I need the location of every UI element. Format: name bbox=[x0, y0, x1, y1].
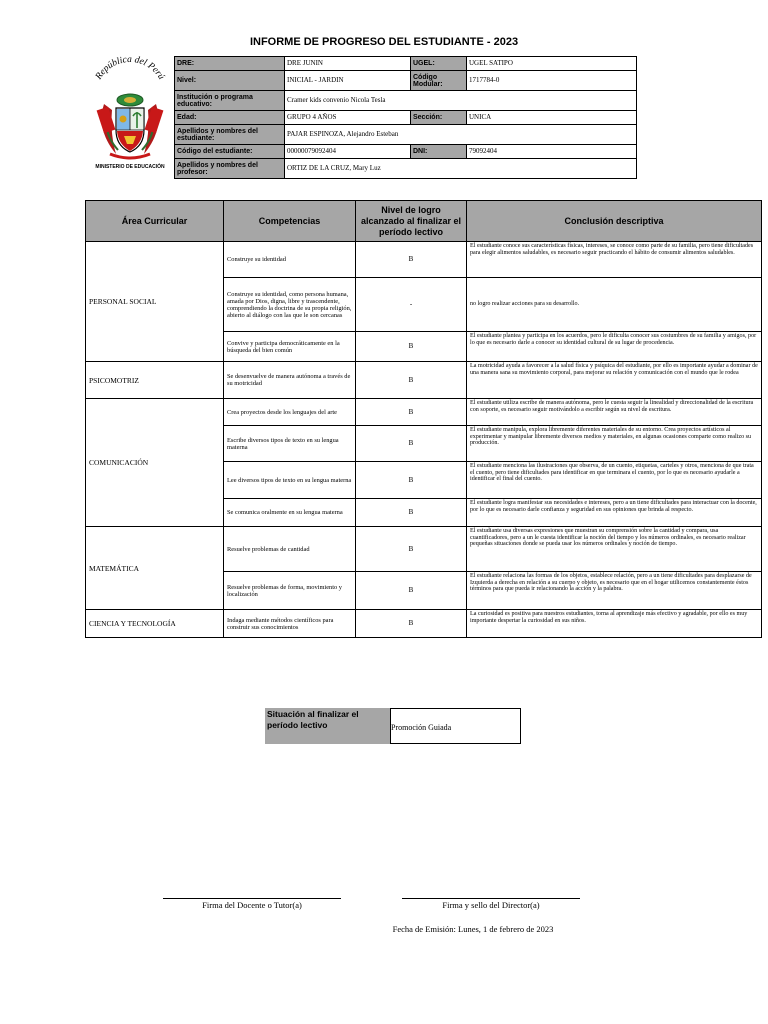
header-area: Área Curricular bbox=[86, 201, 224, 242]
competencia: Resuelve problemas de cantidad bbox=[224, 527, 356, 572]
table-row bbox=[86, 362, 762, 399]
situation-value: Promoción Guiada bbox=[390, 708, 521, 744]
codigo-modular-label: Código Modular: bbox=[411, 71, 467, 91]
edad-label: Edad: bbox=[175, 111, 285, 125]
grades-table bbox=[85, 200, 762, 638]
competencia: Construye su identidad, como persona humana, amada por Dios, digna, libre y trascendente, comprendiendo la doctrina de su propia religión, abierto al diálogo con las que le son cercanas bbox=[224, 278, 356, 332]
conclusion: no logro realizar acciones para su desarrollo. bbox=[467, 278, 762, 332]
teacher-signature-label: Firma del Docente o Tutor(a) bbox=[202, 900, 302, 910]
ministry-label: MINISTERIO DE EDUCACIÓN bbox=[95, 164, 165, 170]
conclusion: La motricidad ayuda a favorecer a la salud física y psíquica del estudiante, por ello es importante ayudar a dominar de una manera sana su movimiento corporal, para mejorar su relación y comunicación con el mundo que le rodea bbox=[467, 362, 762, 399]
competencia: Crea proyectos desde los lenguajes del arte bbox=[224, 399, 356, 426]
estudiante-value: PAJAR ESPINOZA, Alejandro Esteban bbox=[285, 125, 637, 145]
nivel-logro: B bbox=[356, 527, 467, 572]
conclusion: El estudiante menciona las ilustraciones que observa, de un cuento, etiquetas, carteles y otros, menciona de que trata el cuento, pero tiene dificultades para identificar en que terminara el cuento, por lo que es necesario ayudarle a identificar el final del cuento. bbox=[467, 462, 762, 499]
teacher-signature-line bbox=[163, 898, 341, 899]
nivel-value: INICIAL - JARDIN bbox=[285, 71, 411, 91]
institucion-label: Institución o programa educativo: bbox=[175, 91, 285, 111]
area-ciencia-tecnologia: CIENCIA Y TECNOLOGÍA bbox=[86, 610, 224, 638]
area-comunicacion: COMUNICACIÓN bbox=[86, 399, 224, 527]
conclusion: El estudiante conoce sus características físicas, intereses, se conoce como parte de su familia, pero tiene dificultades para elegir alimentos saludables, es necesario seguir practicando el hábito de consumir alimentos saludables. bbox=[467, 242, 762, 278]
conclusion: El estudiante logra manifestar sus necesidades e intereses, pero a un tiene dificultades para interactuar con la docente, por lo que es necesario darle confianza y seguridad en sus opiniones que brinda al respecto. bbox=[467, 499, 762, 527]
peru-seal-logo bbox=[86, 50, 174, 172]
nivel-logro: B bbox=[356, 610, 467, 638]
table-row bbox=[86, 399, 762, 426]
area-matematica: MATEMÁTICA bbox=[86, 527, 224, 610]
nivel-logro: B bbox=[356, 426, 467, 462]
table-row bbox=[86, 610, 762, 638]
competencia: Escribe diversos tipos de texto en su lengua materna bbox=[224, 426, 356, 462]
nivel-label: Nivel: bbox=[175, 71, 285, 91]
dre-value: DRE JUNIN bbox=[285, 57, 411, 71]
nivel-logro: B bbox=[356, 242, 467, 278]
ugel-value: UGEL SATIPO bbox=[467, 57, 637, 71]
codigo-estudiante-value: 00000079092404 bbox=[285, 145, 411, 159]
svg-text:República del Perú bbox=[93, 55, 166, 82]
profesor-value: ORTIZ DE LA CRUZ, Mary Luz bbox=[285, 159, 637, 179]
conclusion: El estudiante utiliza escribe de manera autónoma, pero le cuesta seguir la linealidad y direccionalidad de la escritura con soporte, es necesario seguir motivándolo a escribir según su nivel de escritura. bbox=[467, 399, 762, 426]
conclusion: El estudiante plantea y participa en los acuerdos, pero le dificulta conocer sus costumbres de su familia y amigos, por lo que es necesario darle a conocer su identidad cultural de su lugar de procedencia. bbox=[467, 332, 762, 362]
profesor-label: Apellidos y nombres del profesor: bbox=[175, 159, 285, 179]
competencia: Se desenvuelve de manera autónoma a través de su motricidad bbox=[224, 362, 356, 399]
table-row bbox=[86, 527, 762, 572]
director-signature-label: Firma y sello del Director(a) bbox=[442, 900, 540, 910]
dni-label: DNI: bbox=[411, 145, 467, 159]
edad-value: GRUPO 4 AÑOS bbox=[285, 111, 411, 125]
situation-label: Situación al finalizar el período lectivo bbox=[265, 708, 390, 744]
seal-arc-text: República del Perú bbox=[94, 54, 167, 82]
competencia: Se comunica oralmente en su lengua materna bbox=[224, 499, 356, 527]
report-title: INFORME DE PROGRESO DEL ESTUDIANTE - 2023 bbox=[249, 36, 519, 48]
competencia: Construye su identidad bbox=[224, 242, 356, 278]
nivel-logro: B bbox=[356, 572, 467, 610]
header-conclusion: Conclusión descriptiva bbox=[467, 201, 762, 242]
competencia: Lee diversos tipos de texto en su lengua materna bbox=[224, 462, 356, 499]
competencia: Indaga mediante métodos científicos para construir sus conocimientos bbox=[224, 610, 356, 638]
institucion-value: Cramer kids convenio Nicola Tesla bbox=[285, 91, 637, 111]
nivel-logro: B bbox=[356, 499, 467, 527]
director-signature-line bbox=[402, 898, 580, 899]
conclusion: El estudiante usa diversas expresiones que muestran su comprensión sobre la cantidad y compara, usa cuantificadores, pero a un le cuesta identificar la noción del tiempo y los números ordinales, es necesario realizar pequeñas situaciones donde se pueda usar los números ordinales y noción de tiempo. bbox=[467, 527, 762, 572]
conclusion: El estudiante relaciona las formas de los objetos, establece relación, pero a un tiene dificultades para desplazarse de Izquierda a derecha en relación a su cuerpo y objeto, es necesario que en el hogar utilicemos constantemente éstos términos para que pueda ir relacionando la acción y la palabra. bbox=[467, 572, 762, 610]
ugel-label: UGEL: bbox=[411, 57, 467, 71]
competencia: Resuelve problemas de forma, movimiento y localización bbox=[224, 572, 356, 610]
area-personal-social: PERSONAL SOCIAL bbox=[86, 242, 224, 362]
seccion-label: Sección: bbox=[411, 111, 467, 125]
conclusion: El estudiante manipula, explora libremente diferentes materiales de su entorno. Crea proyectos artísticos al experimentar y manipular libremente diversos medios y materiales, en algunas ocasiones comparte como realizo su producción. bbox=[467, 426, 762, 462]
student-info-table bbox=[174, 56, 637, 179]
nivel-logro: B bbox=[356, 332, 467, 362]
nivel-logro: B bbox=[356, 362, 467, 399]
emission-date: Fecha de Emisión: Lunes, 1 de febrero de 2023 bbox=[392, 924, 554, 934]
header-competencias: Competencias bbox=[224, 201, 356, 242]
dre-label: DRE: bbox=[175, 57, 285, 71]
header-nivel-logro: Nivel de logro alcanzado al finalizar el período lectivo bbox=[356, 201, 467, 242]
codigo-modular-value: 1717784-0 bbox=[467, 71, 637, 91]
dni-value: 79092404 bbox=[467, 145, 637, 159]
seccion-value: UNICA bbox=[467, 111, 637, 125]
codigo-estudiante-label: Código del estudiante: bbox=[175, 145, 285, 159]
area-psicomotriz: PSICOMOTRIZ bbox=[86, 362, 224, 399]
conclusion: La curiosidad es positiva para nuestros estudiantes, torna al aprendizaje más efectivo y agradable, por ello es muy importante despertar la curiosidad en sus niños. bbox=[467, 610, 762, 638]
nivel-logro: B bbox=[356, 462, 467, 499]
estudiante-label: Apellidos y nombres del estudiante: bbox=[175, 125, 285, 145]
nivel-logro: B bbox=[356, 399, 467, 426]
competencia: Convive y participa democráticamente en la búsqueda del bien común bbox=[224, 332, 356, 362]
table-row bbox=[86, 242, 762, 278]
nivel-logro: - bbox=[356, 278, 467, 332]
